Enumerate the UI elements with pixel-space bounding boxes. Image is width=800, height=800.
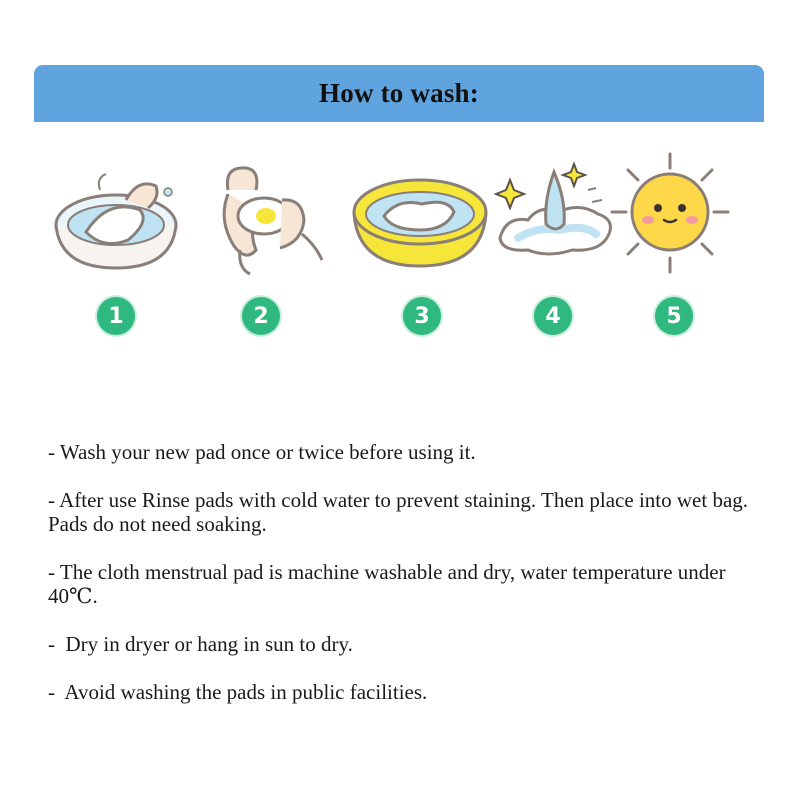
yellow-basin-icon xyxy=(350,150,490,280)
instruction-item: - Avoid washing the pads in public facilities. xyxy=(48,680,428,704)
step-5 xyxy=(606,150,746,340)
header-bar xyxy=(34,65,764,122)
page-title: How to wash: xyxy=(319,78,479,108)
instruction-item: - Dry in dryer or hang in sun to dry. xyxy=(48,632,353,656)
wash-instructions xyxy=(48,440,759,728)
step-3 xyxy=(350,150,490,340)
hand-wash-icon xyxy=(198,150,338,280)
instruction-item: - After use Rinse pads with cold water to prevent staining. Then place into wet bag. Pads do not need soaking. xyxy=(48,488,759,536)
step-number-badge: 5 xyxy=(655,297,693,335)
step-number-badge: 2 xyxy=(242,297,280,335)
step-number-badge: 3 xyxy=(403,297,441,335)
instruction-item: - The cloth menstrual pad is machine washable and dry, water temperature under 40℃. xyxy=(48,560,731,608)
instruction-item: - Wash your new pad once or twice before using it. xyxy=(48,440,476,464)
wash-steps xyxy=(0,150,800,350)
sun-dry-icon xyxy=(606,150,746,280)
step-number-badge: 4 xyxy=(534,297,572,335)
step-2 xyxy=(198,150,338,340)
basin-soak-icon xyxy=(48,150,188,280)
step-number-badge: 1 xyxy=(97,297,135,335)
step-1 xyxy=(48,150,188,340)
